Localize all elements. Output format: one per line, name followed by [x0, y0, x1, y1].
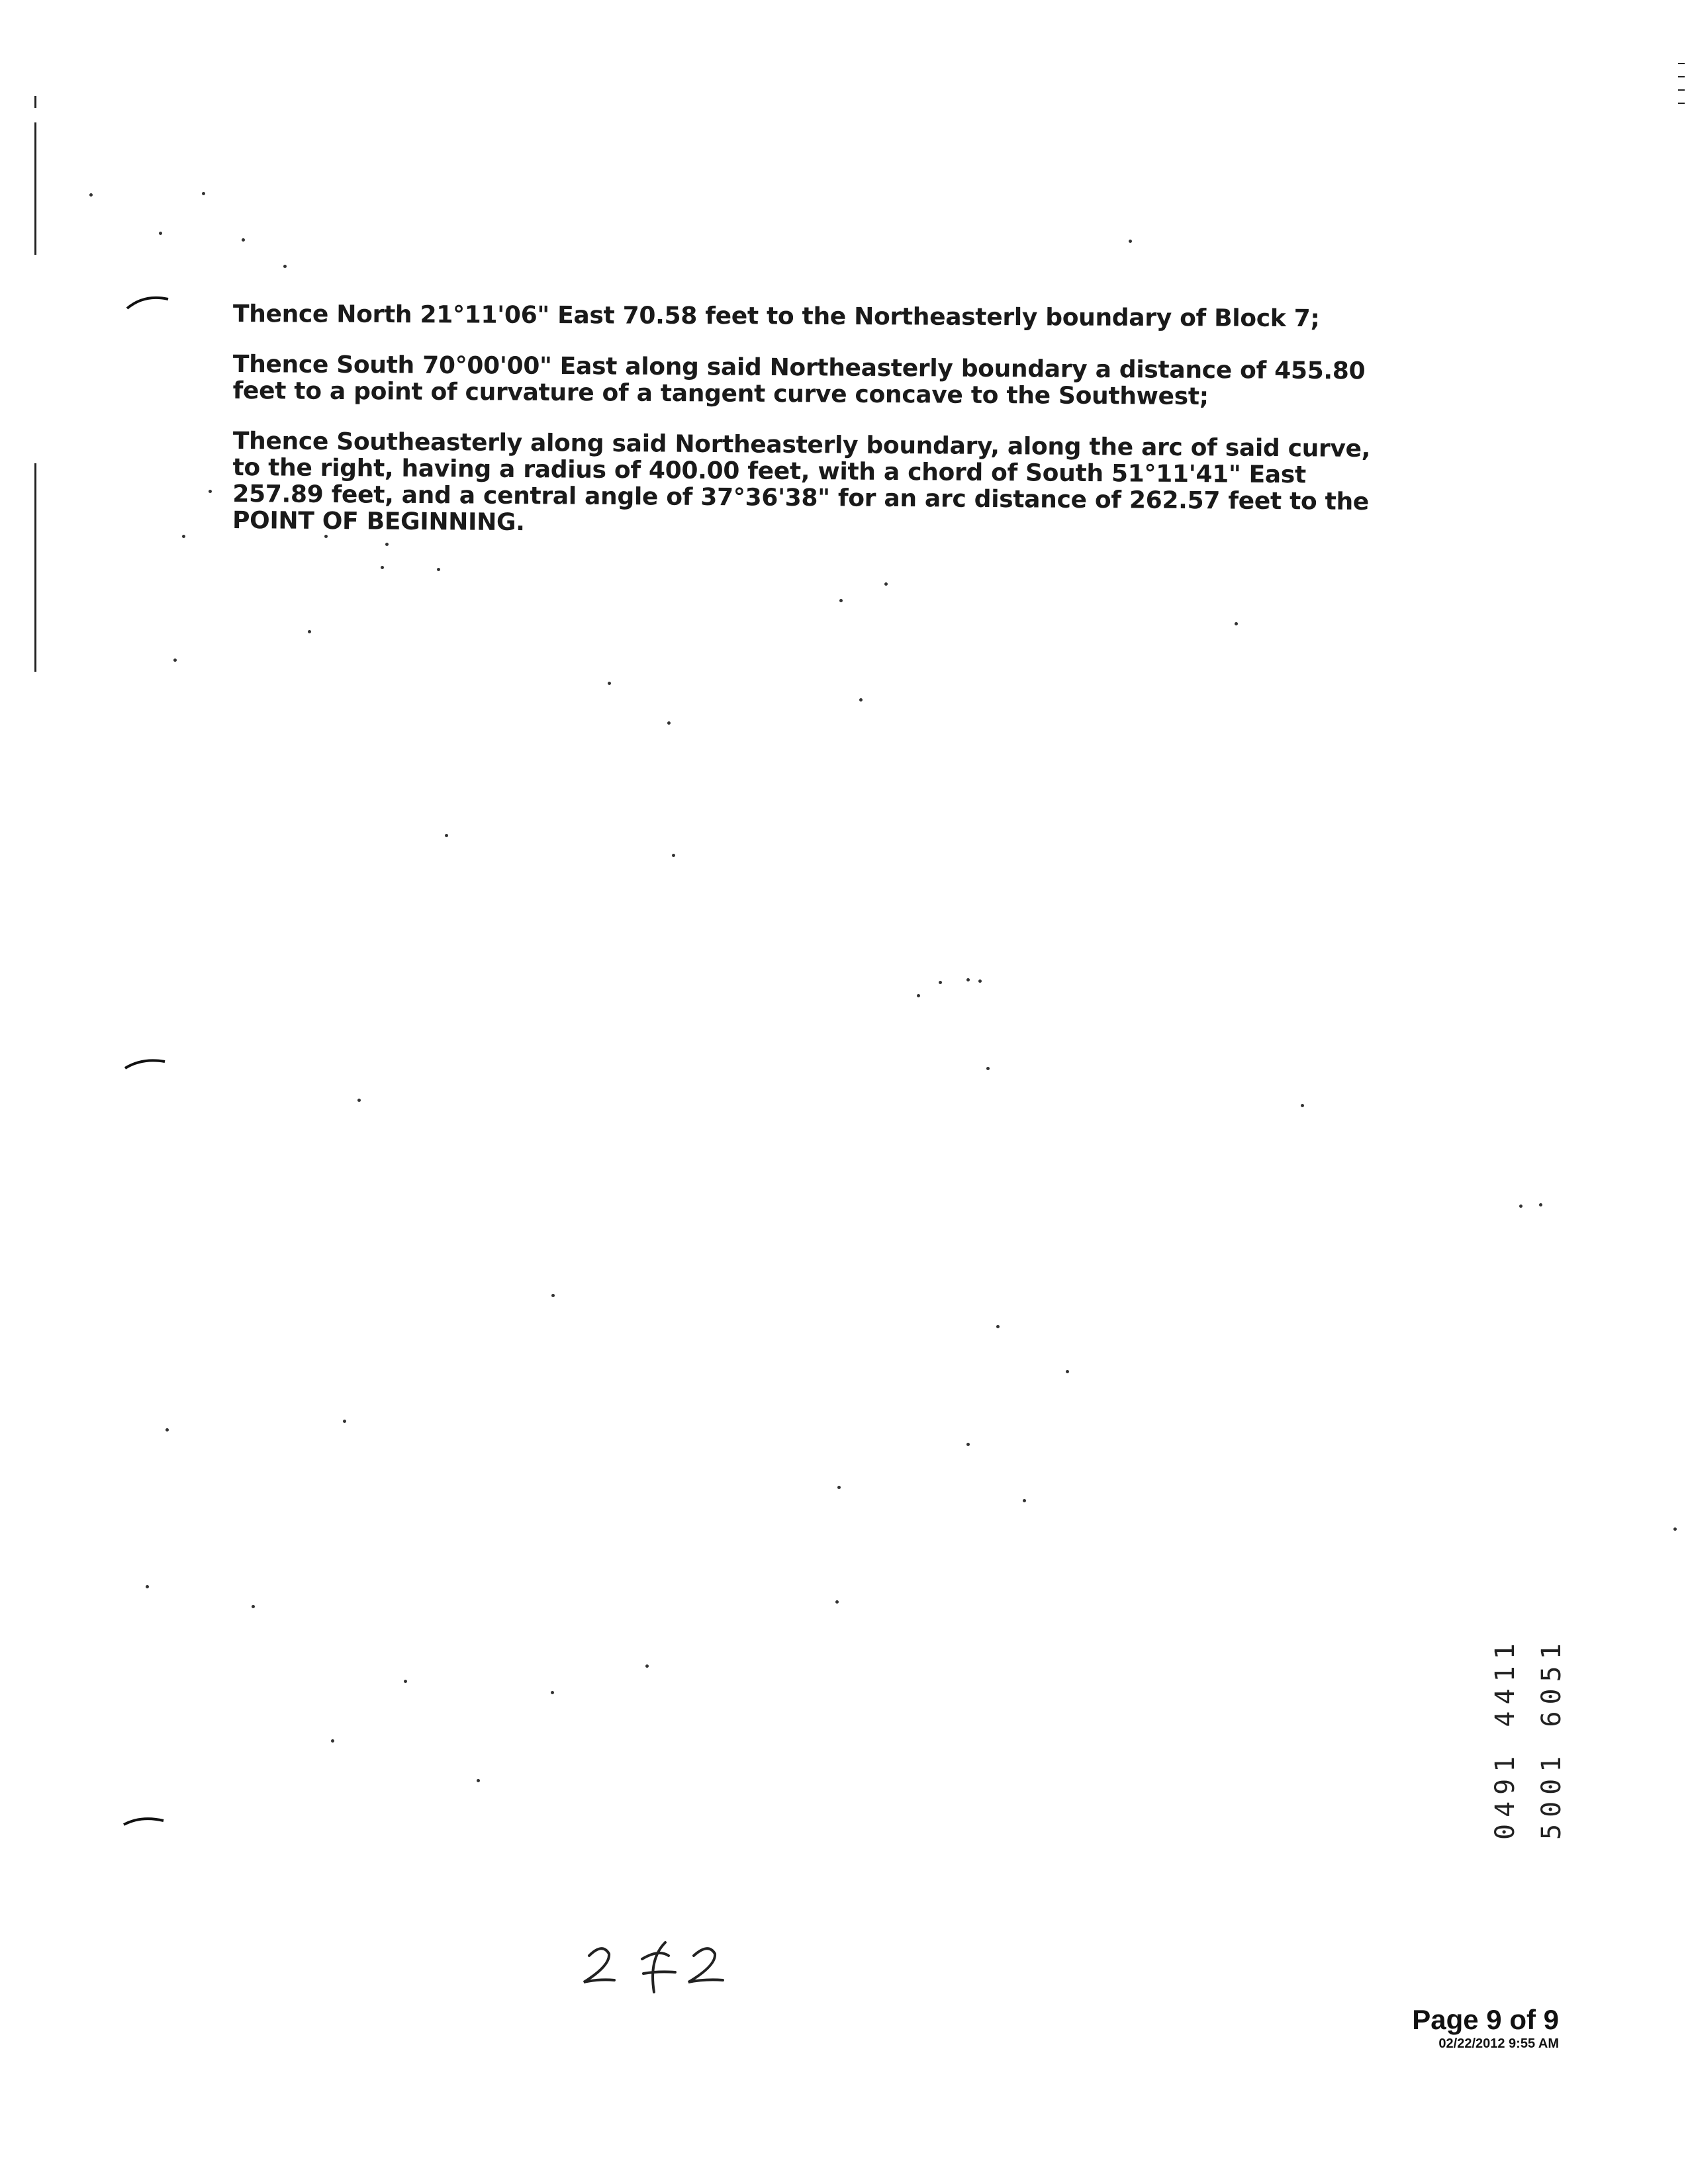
scan-speck: [445, 834, 448, 837]
scan-speck: [667, 721, 671, 725]
scan-margin-line: [34, 96, 36, 108]
scan-speck: [966, 1443, 970, 1446]
scan-speck: [381, 566, 384, 569]
scan-speck: [308, 630, 311, 633]
punch-mark-icon: [121, 1810, 167, 1830]
recording-stamp: [1489, 1535, 1569, 1846]
scan-speck: [209, 490, 212, 493]
scan-speck: [551, 1294, 555, 1297]
legal-paragraph: Thence Southeasterly along said Northeasterly boundary, along the arc of said curve, to the right, having a radius of 400.00 feet, with a chord of South 51°11'41" East 257.89 feet, and a central angle of 37°36'38" for an arc distance of 262.57 feet to the POINT OF BEGINNING.: [232, 428, 1371, 537]
scan-speck: [835, 1600, 839, 1604]
page-footer: [1412, 2004, 1559, 2052]
scan-edge-tick: [1678, 103, 1685, 104]
scan-speck: [551, 1691, 554, 1694]
scan-speck: [343, 1420, 346, 1423]
page-number-label: Page 9 of 9: [1412, 2004, 1559, 2035]
scan-speck: [159, 232, 162, 235]
scan-speck: [837, 1486, 841, 1489]
scan-speck: [1539, 1203, 1542, 1206]
scan-speck: [986, 1067, 990, 1070]
scan-speck: [202, 192, 205, 195]
scan-speck: [89, 193, 93, 197]
scan-speck: [608, 682, 611, 685]
scan-speck: [1129, 240, 1132, 243]
scan-speck: [1235, 622, 1238, 625]
scan-speck: [252, 1605, 255, 1608]
scan-speck: [966, 978, 970, 981]
scan-speck: [146, 1585, 149, 1588]
scan-edge-tick: [1678, 76, 1685, 77]
scan-speck: [978, 979, 982, 983]
scan-speck: [645, 1664, 649, 1668]
scan-speck: [917, 994, 920, 997]
scan-speck: [1066, 1370, 1069, 1373]
print-timestamp: 02/22/2012 9:55 AM: [1438, 2036, 1559, 2051]
scan-speck: [1673, 1527, 1677, 1531]
scan-edge-tick: [1678, 89, 1685, 91]
legal-description: [233, 301, 1405, 558]
recording-stamp-line: 5001 6051: [1536, 1637, 1567, 1840]
scan-margin-line: [34, 463, 36, 672]
scan-speck: [884, 582, 888, 586]
scan-speck: [939, 981, 942, 984]
scan-speck: [672, 854, 675, 857]
scan-speck: [477, 1779, 480, 1782]
legal-paragraph: Thence South 70°00'00" East along said Northeasterly boundary a distance of 455.80 feet to a point of curvature of a tangent curve concave to the Southwest;: [232, 351, 1366, 411]
scan-speck: [1301, 1104, 1304, 1107]
legal-paragraph: Thence North 21°11'06" East 70.58 feet to the Northeasterly boundary of Block 7;: [232, 300, 1320, 333]
scan-speck: [173, 659, 177, 662]
scan-speck: [331, 1739, 334, 1743]
scan-speck: [283, 265, 287, 268]
scan-speck: [165, 1428, 169, 1432]
scan-edge-tick: [1678, 63, 1685, 64]
scan-speck: [859, 698, 863, 702]
punch-mark-icon: [124, 291, 171, 311]
scan-speck: [182, 535, 185, 538]
scan-speck: [357, 1099, 361, 1102]
scan-speck: [1023, 1499, 1026, 1502]
scan-speck: [404, 1680, 407, 1683]
scan-speck: [242, 238, 245, 242]
scan-speck: [437, 568, 440, 571]
scan-speck: [996, 1325, 1000, 1328]
handwritten-note: [569, 1919, 748, 1999]
scan-speck: [1519, 1205, 1523, 1208]
punch-mark-icon: [122, 1052, 169, 1072]
scan-speck: [839, 599, 843, 602]
recording-stamp-line: 0491 4411: [1490, 1637, 1521, 1840]
scan-margin-line: [34, 122, 36, 255]
